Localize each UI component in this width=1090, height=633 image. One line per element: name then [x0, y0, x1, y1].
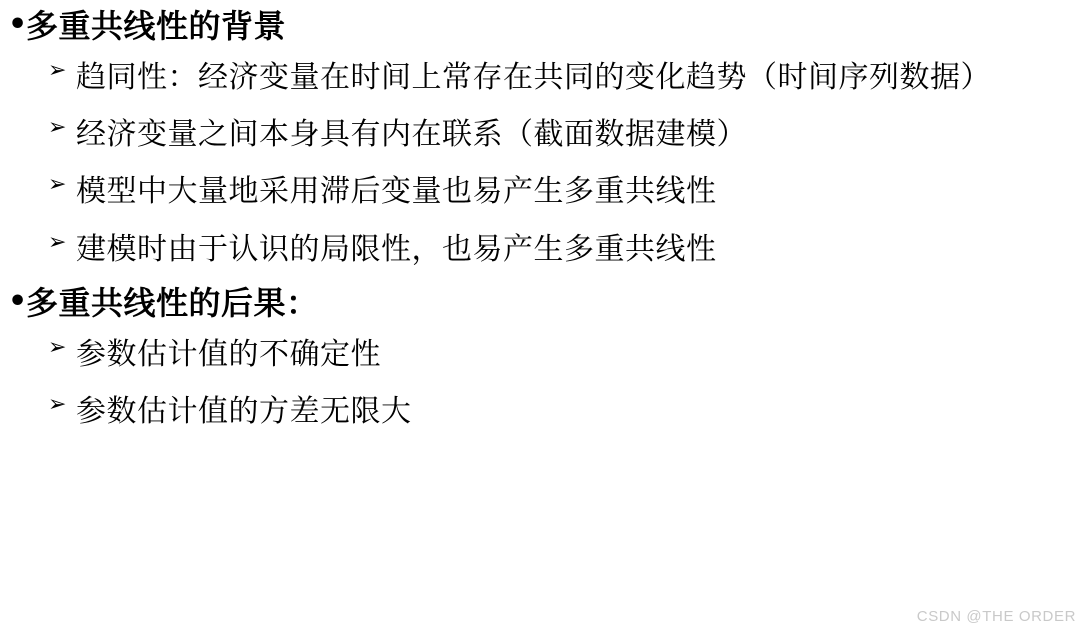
list-item-text: 建模时由于认识的局限性，也易产生多重共线性: [76, 231, 717, 267]
bullet-icon: •: [8, 7, 28, 42]
list-item-text: 经济变量之间本身具有内在联系（截面数据建模）: [76, 116, 747, 152]
list-item: [26, 111, 1080, 158]
arrow-bullet-icon: ➢: [48, 334, 67, 360]
list-item: [26, 54, 1080, 101]
section-heading-background: [6, 6, 1080, 273]
bullet-icon: •: [8, 284, 28, 320]
list-item-text: 参数估计值的不确定性: [76, 336, 381, 372]
arrow-bullet-icon: ➢: [48, 114, 67, 140]
list-item: [26, 226, 1080, 273]
arrow-bullet-icon: ➢: [48, 172, 67, 198]
arrow-bullet-icon: ➢: [48, 392, 67, 418]
list-item-text: 参数估计值的方差无限大: [76, 394, 412, 430]
watermark: CSDN @THE ORDER: [916, 608, 1076, 625]
section-heading-consequences: [6, 283, 1080, 435]
list-item-text: 模型中大量地采用滞后变量也易产生多重共线性: [76, 174, 717, 210]
outline-list: [6, 6, 1080, 436]
sub-list-consequences: [26, 331, 1080, 436]
arrow-bullet-icon: ➢: [48, 229, 67, 255]
list-item-text: 趋同性：经济变量在时间上常存在共同的变化趋势（时间序列数据）: [76, 59, 991, 95]
heading-text: 多重共线性的背景: [26, 7, 287, 45]
list-item: [26, 388, 1080, 435]
sub-list-background: [26, 54, 1080, 274]
heading-text: 多重共线性的后果：: [26, 284, 319, 323]
list-item: [26, 331, 1080, 378]
arrow-bullet-icon: ➢: [48, 57, 67, 83]
list-item: [26, 168, 1080, 215]
